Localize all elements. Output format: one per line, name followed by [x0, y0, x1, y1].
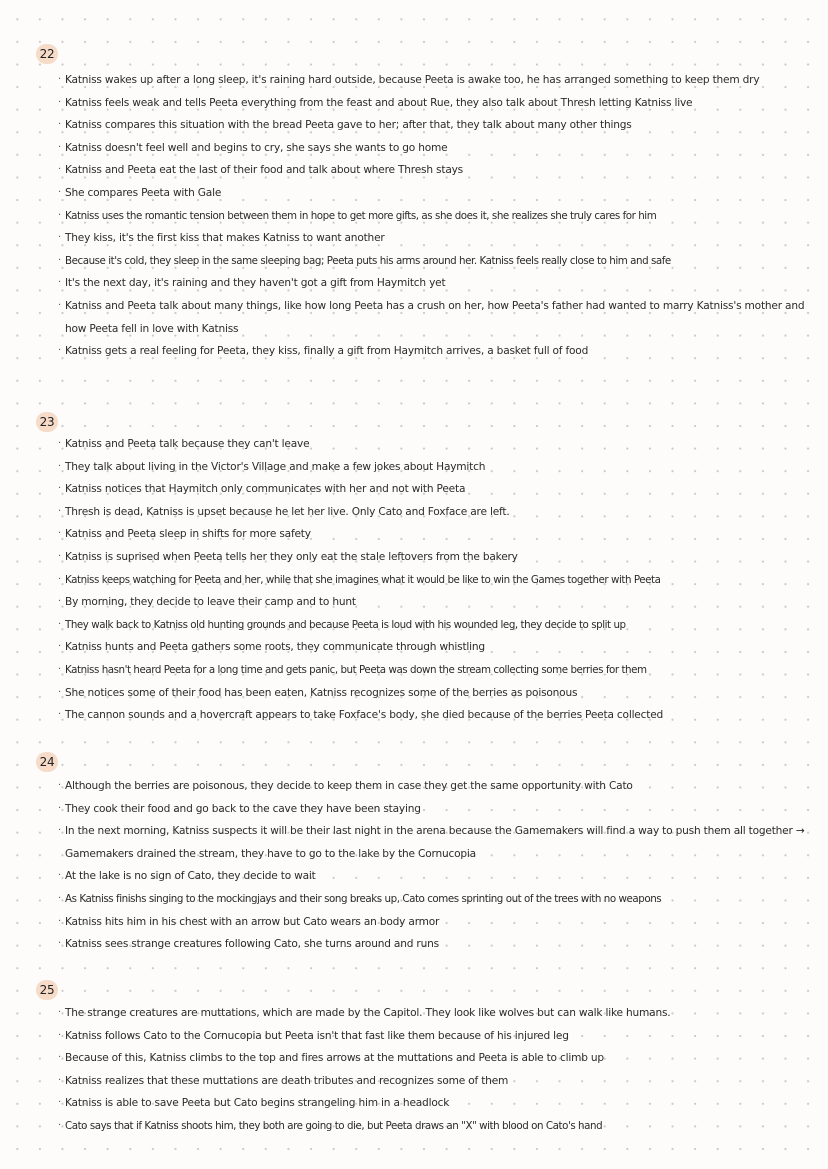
- list-item: · Because of this, Katniss climbs to the top and fires arrows at the muttations and Peeta is able to climb up: [58, 1052, 604, 1065]
- chapter-notes-list: [58, 433, 822, 727]
- chapter-notes-list: [58, 69, 822, 363]
- list-item: · Katniss is able to save Peeta but Cato begins strangeling him in a headlock: [58, 1097, 450, 1110]
- list-item: · At the lake is no sign of Cato, they decide to wait: [58, 870, 316, 883]
- list-item: · Katniss uses the romantic tension between them in hope to get more gifts, as she does it, she realizes she truly cares for him: [58, 209, 657, 222]
- list-item: · Although the berries are poisonous, they decide to keep them in case they get the same opportunity with Cato: [58, 780, 633, 792]
- list-item: · By morning, they decide to leave their camp and to hunt: [58, 596, 356, 609]
- list-item: · Katniss follows Cato to the Cornucopia but Peeta isn't that fast like them because of his injured leg: [58, 1029, 569, 1042]
- list-item: · Katniss and Peeta talk because they can't leave: [58, 438, 310, 450]
- list-item: · Katniss hasn't heard Peeta for a long time and gets panic, but Peeta was down the stream collecting some berries for them: [58, 663, 647, 676]
- list-item: · Katniss realizes that these muttations are death tributes and recognizes some of them: [58, 1074, 509, 1087]
- list-item: · Katniss hunts and Peeta gathers some roots, they communicate through whistling: [58, 641, 485, 654]
- chapter-notes-list: [58, 775, 822, 956]
- list-item: · Katniss gets a real feeling for Peeta, they kiss, finally a gift from Haymitch arrives, a basket full of food: [58, 345, 589, 358]
- chapter-number: 24: [36, 752, 58, 772]
- list-item: · She notices some of their food has been eaten, Katniss recognizes some of the berries as poisonous: [58, 686, 578, 699]
- list-item: · She compares Peeta with Gale: [58, 186, 222, 199]
- list-item: · It's the next day, it's raining and they haven't got a gift from Haymitch yet: [58, 277, 446, 290]
- list-item: · Katniss notices that Haymitch only communicates with her and not with Peeta: [58, 483, 466, 496]
- chapter-notes-list: [58, 1002, 822, 1138]
- list-item: · Thresh is dead, Katniss is upset because he let her live. Only Cato and Foxface are left.: [58, 505, 510, 518]
- list-item: · Katniss compares this situation with the bread Peeta gave to her; after that, they talk about many other things: [58, 119, 632, 132]
- list-item: · Katniss hits him in his chest with an arrow but Cato wears an body armor: [58, 915, 440, 928]
- list-item: · In the next morning, Katniss suspects it will be their last night in the arena because the Gamemakers will find a way to push them all together → Gamemakers drained the stream, they have to go to the lake by the Cornucopia: [58, 825, 805, 860]
- list-item: · Because it's cold, they sleep in the same sleeping bag; Peeta puts his arms around her. Katniss feels really close to him and safe: [58, 254, 671, 267]
- list-item: · Katniss keeps watching for Peeta and her, while that she imagines what it would be like to win the Games together with Peeta: [58, 573, 661, 586]
- list-item: · Katniss sees strange creatures following Cato, she turns around and runs: [58, 938, 439, 951]
- list-item: · They walk back to Katniss old hunting grounds and because Peeta is loud with his wounded leg, they decide to split up: [58, 618, 626, 631]
- list-item: · Katniss wakes up after a long sleep, it's raining hard outside, because Peeta is awake too, he has arranged something to keep them dry: [58, 74, 760, 86]
- chapter-number: 25: [36, 980, 58, 1000]
- chapter-number: 22: [36, 44, 58, 64]
- list-item: · Katniss and Peeta eat the last of their food and talk about where Thresh stays: [58, 164, 464, 177]
- list-item: · Katniss is suprised when Peeta tells her they only eat the stale leftovers from the bakery: [58, 550, 518, 563]
- list-item: · As Katniss finishs singing to the mockingjays and their song breaks up, Cato comes sprinting out of the trees with no weapons: [58, 892, 662, 905]
- list-item: · They kiss, it's the first kiss that makes Katniss to want another: [58, 232, 385, 245]
- list-item: · They talk about living in the Victor's Village and make a few jokes about Haymitch: [58, 460, 486, 473]
- list-item: · Katniss and Peeta sleep in shifts for more safety: [58, 528, 311, 541]
- list-item: · Katniss and Peeta talk about many things, like how long Peeta has a crush on her, how Peeta's father had wanted to marry Katniss's mother and how Peeta fell in love with Katniss: [58, 299, 805, 335]
- chapter-number: 23: [36, 412, 58, 432]
- list-item: · They cook their food and go back to the cave they have been staying: [58, 802, 421, 815]
- list-item: · Cato says that if Katniss shoots him, they both are going to die, but Peeta draws an "X" with blood on Cato's hand: [58, 1119, 603, 1132]
- list-item: · The cannon sounds and a hovercraft appears to take Foxface's body, she died because of the berries Peeta collected: [58, 709, 664, 722]
- list-item: · Katniss doesn't feel well and begins to cry, she says she wants to go home: [58, 141, 448, 154]
- list-item: · The strange creatures are muttations, which are made by the Capitol. They look like wolves but can walk like humans.: [58, 1007, 671, 1019]
- list-item: · Katniss feels weak and tells Peeta everything from the feast and about Rue, they also talk about Thresh letting Katniss live: [58, 96, 693, 109]
